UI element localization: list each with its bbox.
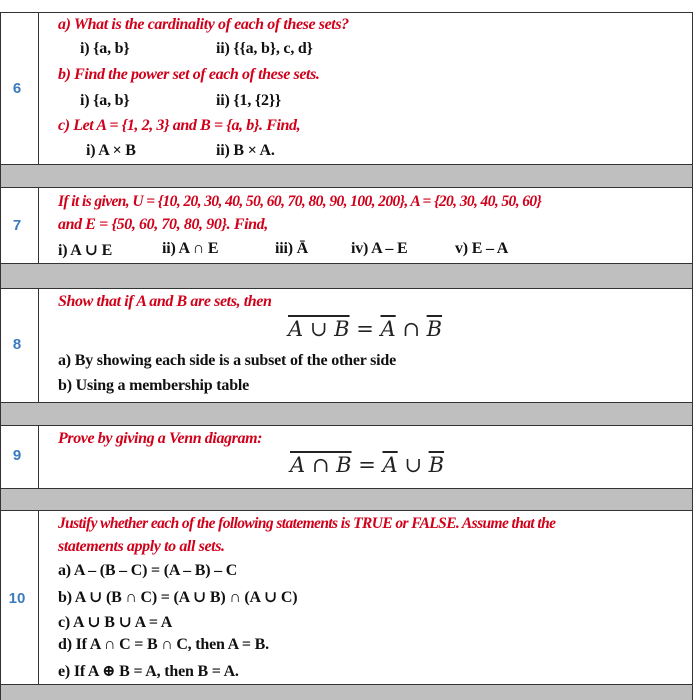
row-divider — [0, 510, 693, 511]
separator-band — [0, 685, 693, 700]
q9-formula — [290, 453, 444, 477]
q6-b-i: i) {a, b} — [80, 92, 130, 109]
q6-part-b: b) Find the power set of each of these sets. — [58, 66, 320, 83]
q6-c-i: i) A × B — [86, 142, 136, 159]
column-divider — [38, 187, 39, 264]
q8-option-b: b) Using a membership table — [58, 377, 250, 394]
row-divider — [0, 187, 693, 188]
q10-prompt-2: statements apply to all sets. — [58, 538, 225, 555]
q8-prompt: Show that if A and B are sets, then — [58, 293, 272, 310]
q8-formula-r2: $\overline{B}$ — [426, 317, 443, 341]
q7-iii: iii) Ā — [275, 240, 309, 257]
q9-prompt: Prove by giving a Venn diagram: — [58, 430, 263, 447]
q7-i: i) A ∪ E — [58, 242, 113, 259]
question-number-7: 7 — [12, 217, 22, 234]
q6-a-ii: ii) {{a, b}, c, d} — [216, 40, 313, 57]
q6-a-i: i) {a, b} — [80, 40, 130, 57]
q10-statement-d: d) If A ∩ C = B ∩ C, then A = B. — [58, 636, 269, 653]
row-divider — [0, 288, 693, 289]
q8-formula-op: ∩ — [395, 317, 427, 341]
q8-formula — [288, 317, 442, 341]
q7-line-2: and E = {50, 60, 70, 80, 90}. Find, — [58, 216, 268, 233]
q10-statement-a: a) A – (B – C) = (A – B) – C — [58, 562, 238, 579]
q10-prompt-1: Justify whether each of the following statements is TRUE or FALSE. Assume that the — [58, 515, 556, 532]
question-number-8: 8 — [12, 336, 22, 353]
q9-formula-eq: = — [351, 453, 383, 477]
separator-band — [0, 264, 693, 288]
column-divider — [38, 425, 39, 489]
q7-ii: ii) A ∩ E — [162, 240, 219, 257]
q8-formula-r1: $\overline{A}$ — [380, 317, 396, 341]
separator-band — [0, 165, 693, 187]
q7-line-1: If it is given, U = {10, 20, 30, 40, 50, 60, 70, 80, 90, 100, 200}, A = {20, 30, 40, 50, 60} — [58, 193, 542, 210]
q9-formula-op: ∪ — [397, 453, 429, 477]
question-number-6: 6 — [12, 80, 22, 97]
q9-formula-lhs: A ∩ B — [290, 453, 352, 477]
question-number-10: 10 — [8, 590, 26, 607]
q10-statement-e: e) If A ⊕ B = A, then B = A. — [58, 663, 239, 680]
q10-statement-c: c) A ∪ B ∪ A = A — [58, 614, 173, 631]
q8-formula-eq: = — [349, 317, 381, 341]
table-left-border — [0, 12, 1, 700]
column-divider — [38, 510, 39, 685]
q7-iv: iv) A – E — [351, 240, 408, 257]
q9-formula-r1: $\overline{A}$ — [382, 453, 398, 477]
q7-v: v) E – A — [455, 240, 509, 257]
question-number-9: 9 — [12, 447, 22, 464]
column-divider — [38, 12, 39, 165]
q6-c-ii: ii) B × A. — [216, 142, 275, 159]
q6-part-a: a) What is the cardinality of each of these sets? — [58, 16, 349, 33]
q10-statement-b: b) A ∪ (B ∩ C) = (A ∪ B) ∩ (A ∪ C) — [58, 589, 298, 606]
q6-b-ii: ii) {1, {2}} — [216, 92, 282, 109]
q8-option-a: a) By showing each side is a subset of the other side — [58, 352, 397, 369]
q8-formula-lhs: A ∪ B — [288, 317, 350, 341]
q6-part-c: c) Let A = {1, 2, 3} and B = {a, b}. Find, — [58, 117, 301, 134]
column-divider — [38, 288, 39, 403]
q9-formula-r2: $\overline{B}$ — [428, 453, 445, 477]
row-divider — [0, 425, 693, 426]
separator-band — [0, 489, 693, 510]
separator-band — [0, 403, 693, 425]
table-top-border — [0, 12, 693, 13]
